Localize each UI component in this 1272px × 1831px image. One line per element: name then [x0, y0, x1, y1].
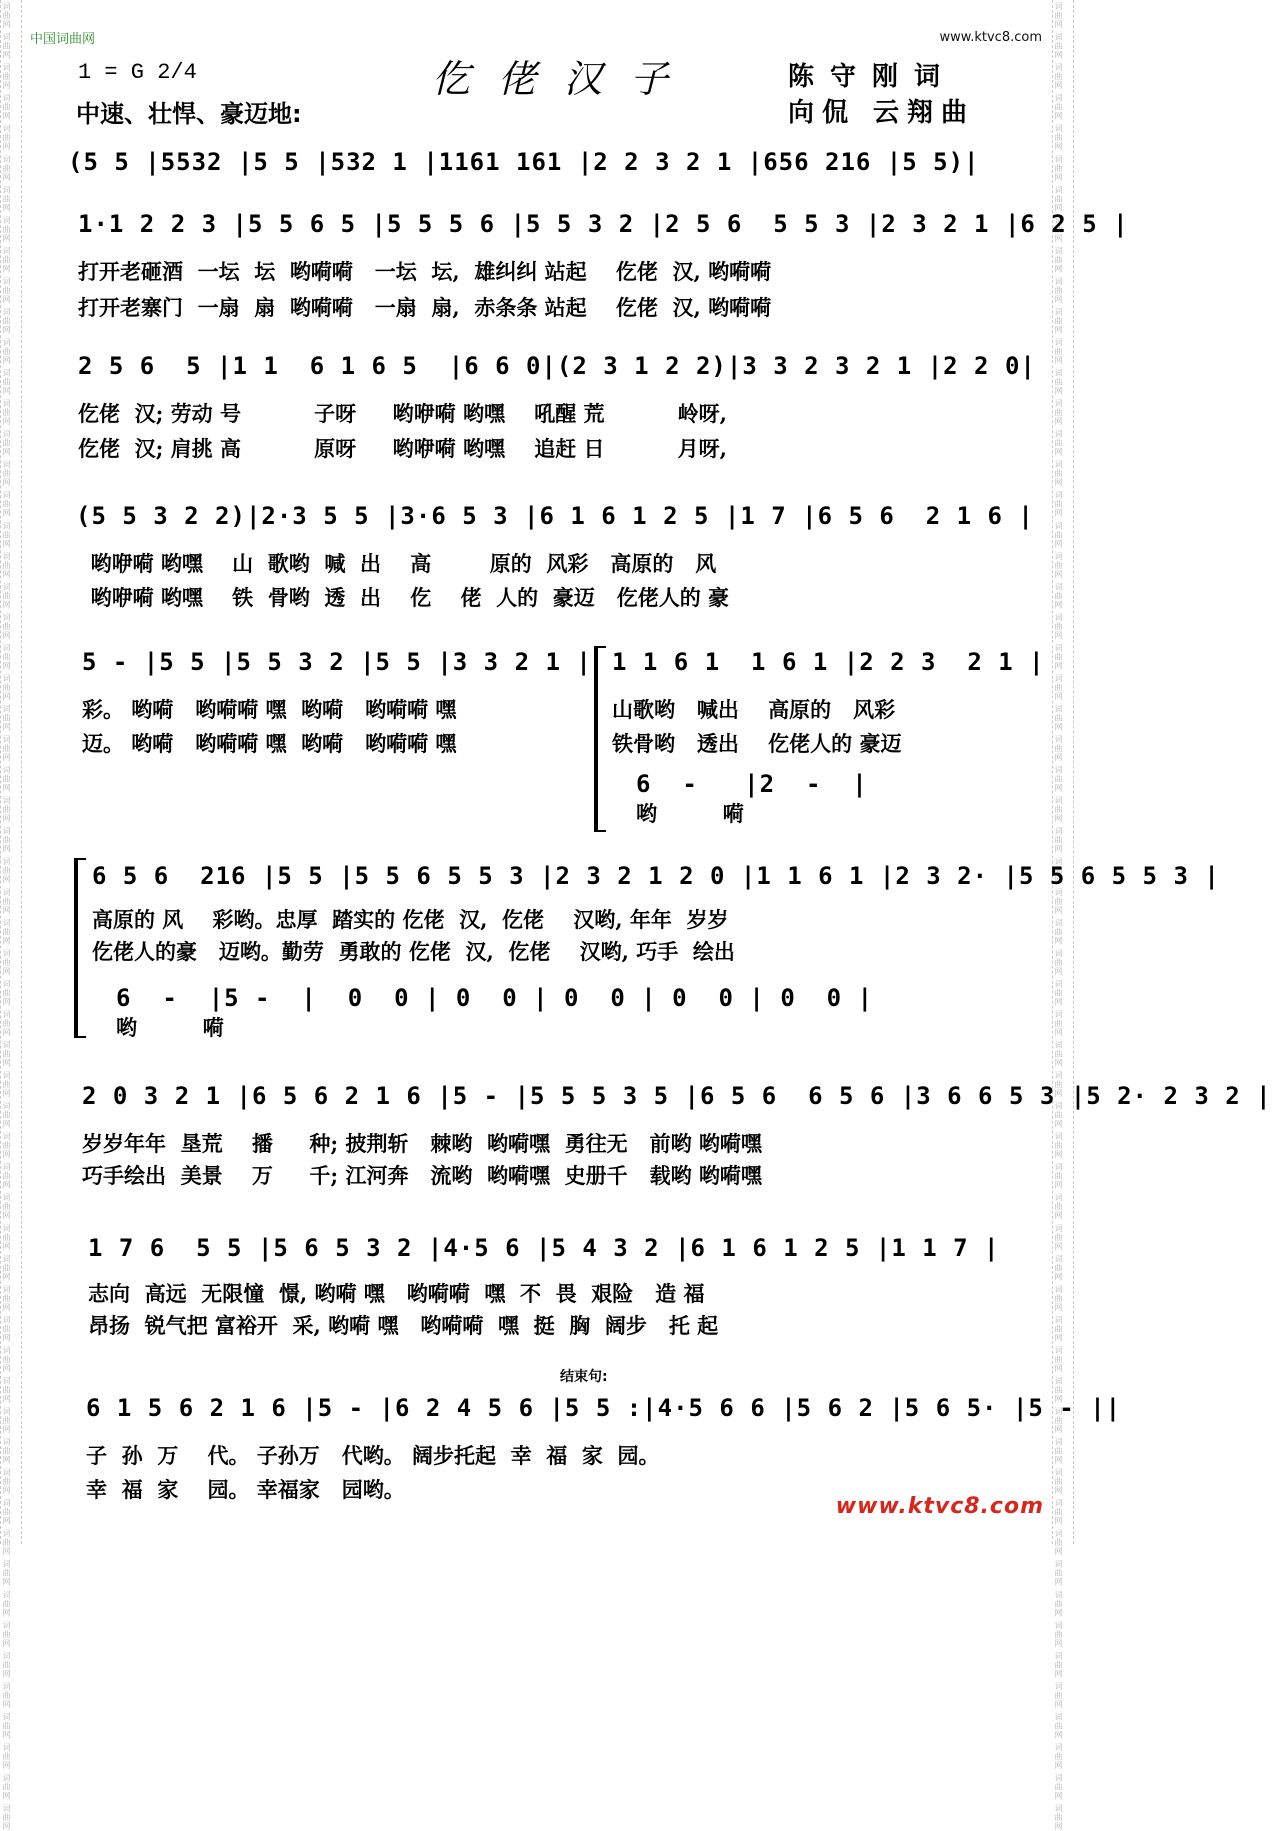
- notation-line-5-lower: 6 - |2 - |: [636, 770, 868, 798]
- notation-line-2: 2 5 6 5 |1 1 6 1 6 5 |6 6 0|(2 3 1 2 2)|3 3 2 3 2 1 |2 2 0|: [78, 352, 1036, 380]
- watermark-text: 词曲网 词曲网 词曲网 词曲网 词曲网 词曲网 词曲网 词曲网 词曲网 词曲网 词曲网 词曲网 词曲网 词曲网 词曲网 词曲网 词曲网 词曲网 词曲网 词曲网 词曲网 词曲网 词曲网 词曲网 词曲网 词曲网 词曲网 词曲网 词曲网 词曲网 词曲网 词曲网 词曲网 词曲网 词曲网 词曲网 词曲网 词曲网 词曲网 词曲网 词曲网 词曲网 词曲网 词曲网 词曲网 词曲网 词曲网 词曲网 词曲网 词曲网 词曲网 词曲网 词曲网 词曲网 词曲网 词曲网 词曲网 词曲网 词曲网 词曲网: [2, 2, 11, 1831]
- notation-line-7: 2 0 3 2 1 |6 5 6 2 1 6 |5 - |5 5 5 3 5 |6 5 6 6 5 6 |3 6 6 5 3 |5 2· 2 3 2 |: [82, 1082, 1272, 1110]
- lyric-verse-1: 子 孙 万 代。 子孙万 代哟。 阔步托起 幸 福 家 园。: [86, 1443, 660, 1468]
- lyric-verse-1: 岁岁年年 垦荒 播 种; 披荆斩 棘哟 哟嗬嘿 勇往无 前哟 哟嗬嘿: [82, 1131, 762, 1156]
- lyric-lower-part: 哟 嗬: [636, 801, 744, 826]
- part-bracket: [74, 858, 86, 1038]
- key-signature: 1 = G 2/4: [78, 60, 197, 85]
- lyric-verse-2: 迈。 哟嗬 哟嗬嗬 嘿 哟嗬 哟嗬嗬 嘿: [82, 731, 457, 756]
- lyric-verse-2: 仡佬 汉; 肩挑 高 原呀 哟咿嗬 哟嘿 追赶 日 月呀,: [78, 436, 727, 461]
- notation-line-5-upper: 1 1 6 1 1 6 1 |2 2 3 2 1 |: [612, 648, 1045, 676]
- site-name[interactable]: 中国词曲网: [30, 32, 96, 47]
- notation-line-4: 5 - |5 5 |5 5 3 2 |5 5 |3 3 2 1 |: [82, 648, 592, 676]
- lyric-verse-2: 打开老寨门 一扇 扇 哟嗬嗬 一扇 扇, 赤条条 站起 仡佬 汉, 哟嗬嗬: [78, 295, 772, 320]
- site-url[interactable]: www.ktvc8.com: [939, 30, 1042, 45]
- lyric-verse-2: 巧手绘出 美景 万 千; 江河奔 流哟 哟嗬嘿 史册千 载哟 哟嗬嘿: [82, 1163, 762, 1188]
- lyric-verse-1: 志向 高远 无限憧 憬, 哟嗬 嘿 哟嗬嗬 嘿 不 畏 艰险 造 福: [88, 1281, 705, 1306]
- lyric-lower-part: 哟 嗬: [116, 1015, 224, 1040]
- song-title: 仡佬汉子: [432, 57, 697, 101]
- lyric-verse-1: 山歌哟 喊出 高原的 风彩: [612, 697, 896, 722]
- lyric-verse-2: 幸 福 家 园。 幸福家 园哟。: [86, 1477, 405, 1502]
- lyric-verse-1: 彩。 哟嗬 哟嗬嗬 嘿 哟嗬 哟嗬嗬 嘿: [82, 697, 457, 722]
- lyric-verse-1: 哟咿嗬 哟嘿 山 歌哟 喊 出 高 原的 风彩 高原的 风: [76, 551, 717, 576]
- lyric-verse-2: 仡佬人的豪 迈哟。勤劳 勇敢的 仡佬 汉, 仡佬 汉哟, 巧手 绘出: [92, 939, 735, 964]
- lyric-verse-2: 昂扬 锐气把 富裕开 采, 哟嗬 嘿 哟嗬嗬 嘿 挺 胸 阔步 托 起: [88, 1313, 719, 1338]
- site-logo[interactable]: www.ktvc8.com: [835, 1494, 1044, 1519]
- notation-line-intro: (5 5 |5532 |5 5 |532 1 |1161 161 |2 2 3 2 1 |656 216 |5 5)|: [68, 148, 980, 176]
- notation-line-8: 1 7 6 5 5 |5 6 5 3 2 |4·5 6 |5 4 3 2 |6 1 6 1 2 5 |1 1 7 |: [88, 1234, 1000, 1262]
- notation-line-1: 1·1 2 2 3 |5 5 6 5 |5 5 5 6 |5 5 3 2 |2 5 6 5 5 3 |2 3 2 1 |6 2 5 |: [78, 210, 1129, 238]
- lyric-verse-2: 哟咿嗬 哟嘿 铁 骨哟 透 出 仡 佬 人的 豪迈 仡佬人的 豪: [76, 585, 730, 610]
- lyricist-credit: 陈守刚词: [788, 62, 957, 92]
- notation-line-9: 6 1 5 6 2 1 6 |5 - |6 2 4 5 6 |5 5 :|4·5 6 6 |5 6 2 |5 6 5· |5 - ||: [86, 1394, 1122, 1422]
- ending-label: 结束句:: [560, 1369, 608, 1385]
- watermark-text: 词曲网 词曲网 词曲网 词曲网 词曲网 词曲网 词曲网 词曲网 词曲网 词曲网 词曲网 词曲网 词曲网 词曲网 词曲网 词曲网 词曲网 词曲网 词曲网 词曲网 词曲网 词曲网 词曲网 词曲网 词曲网 词曲网 词曲网 词曲网 词曲网 词曲网 词曲网 词曲网 词曲网 词曲网 词曲网 词曲网 词曲网 词曲网 词曲网 词曲网 词曲网 词曲网 词曲网 词曲网 词曲网 词曲网 词曲网 词曲网 词曲网 词曲网 词曲网 词曲网 词曲网 词曲网 词曲网 词曲网 词曲网 词曲网 词曲网 词曲网: [1054, 2, 1063, 1831]
- notation-line-6-upper: 6 5 6 216 |5 5 |5 5 6 5 5 3 |2 3 2 1 2 0 |1 1 6 1 |2 3 2· |5 5 6 5 5 3 |: [92, 862, 1220, 890]
- left-watermark-strip: [0, 0, 22, 1831]
- lyric-verse-2: 铁骨哟 透出 仡佬人的 豪迈: [612, 731, 902, 756]
- lyric-verse-1: 高原的 风 彩哟。忠厚 踏实的 仡佬 汉, 仡佬 汉哟, 年年 岁岁: [92, 907, 729, 932]
- notation-line-3: (5 5 3 2 2)|2·3 5 5 |3·6 5 3 |6 1 6 1 2 5 |1 7 |6 5 6 2 1 6 |: [76, 502, 1034, 530]
- part-bracket: [594, 646, 606, 832]
- tempo-marking: 中速、壮悍、豪迈地:: [76, 100, 302, 128]
- lyric-verse-1: 打开老砸酒 一坛 坛 哟嗬嗬 一坛 坛, 雄纠纠 站起 仡佬 汉, 哟嗬嗬: [78, 259, 772, 284]
- composer-credit: 向侃 云翔曲: [788, 98, 976, 128]
- lyric-verse-1: 仡佬 汉; 劳动 号 子呀 哟咿嗬 哟嘿 吼醒 荒 岭呀,: [78, 401, 727, 426]
- notation-line-6-lower: 6 - |5 - | 0 0 | 0 0 | 0 0 | 0 0 | 0 0 |: [116, 984, 874, 1012]
